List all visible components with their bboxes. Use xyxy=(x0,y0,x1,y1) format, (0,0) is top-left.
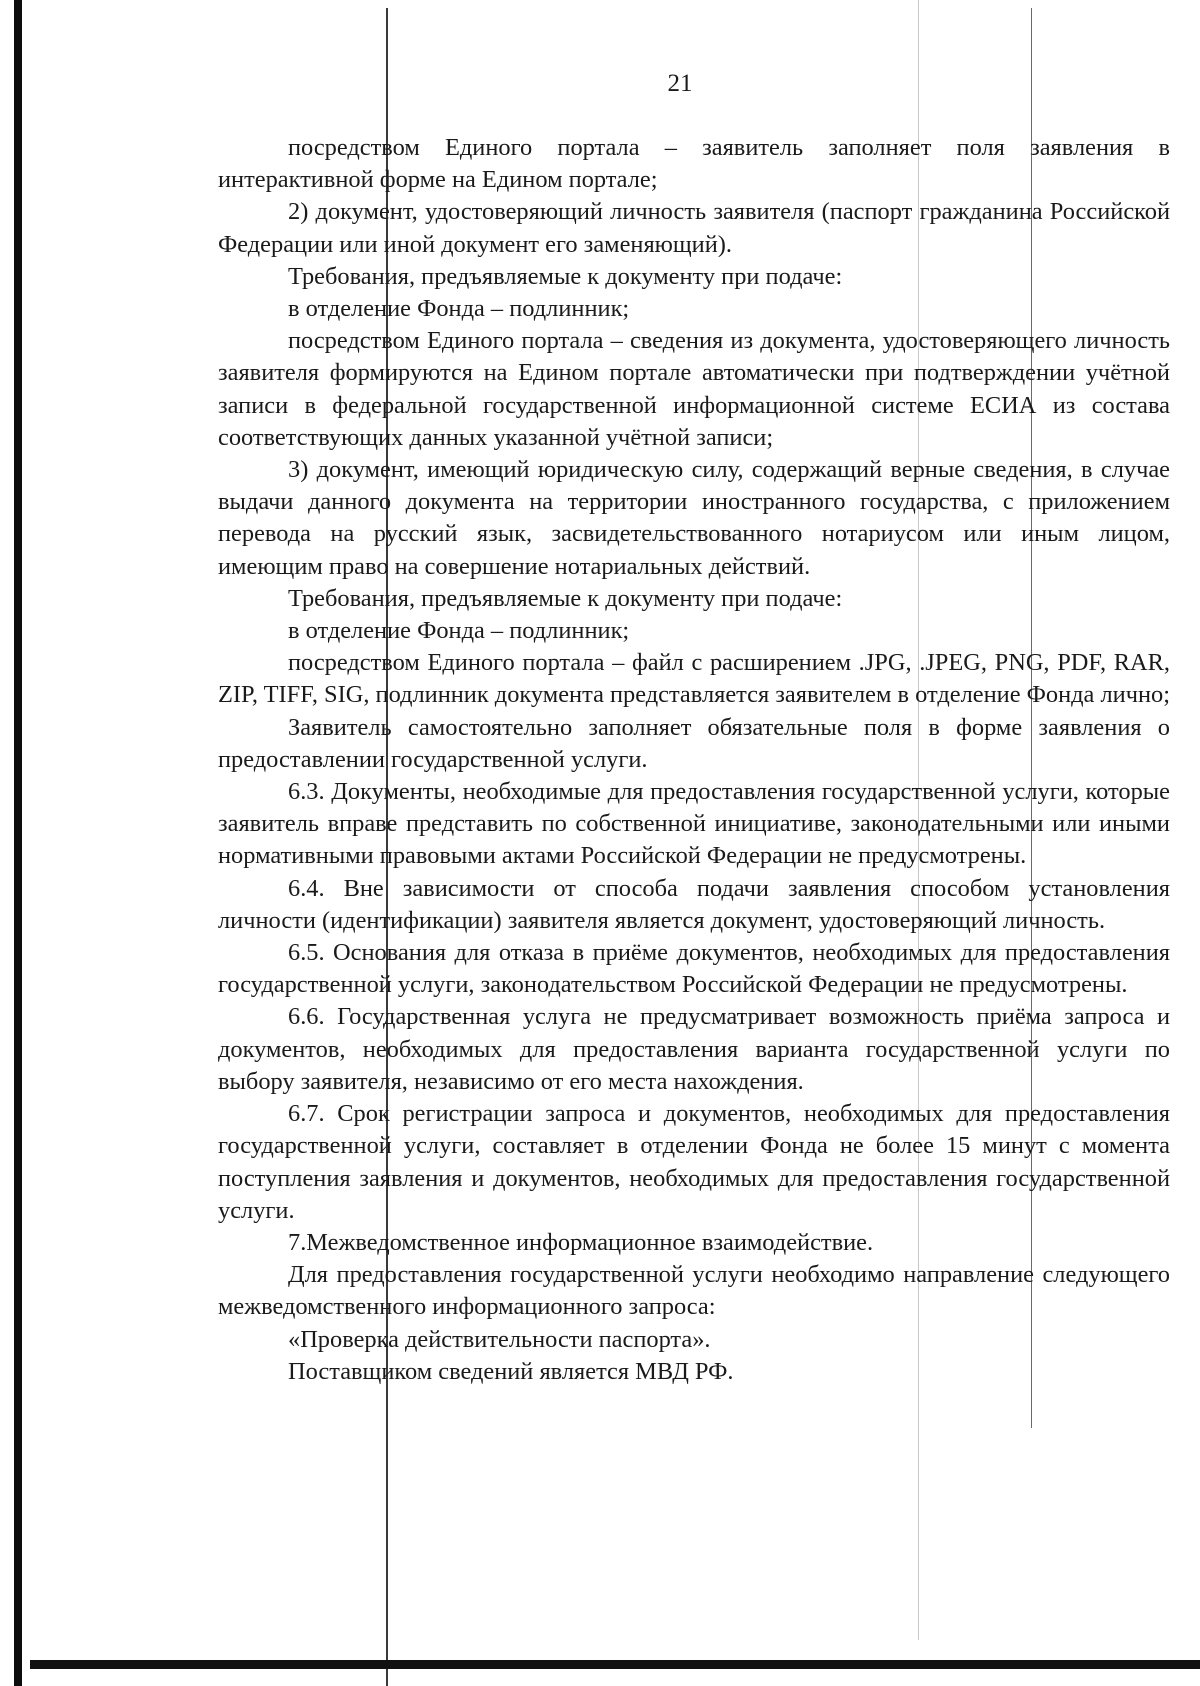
paragraph: Требования, предъявляемые к документу при подаче: xyxy=(288,262,843,290)
paragraph: 3) документ, имеющий юридическую силу, содержащий верные сведения, в случае выдачи данного документа на территории иностранного государства, с приложением перевода на русский язык, засвидетельствованного нотариусом или иным лицом, имеющим право на совершение нотариальных действий. xyxy=(218,456,1170,580)
scan-left-edge xyxy=(14,0,22,1686)
paragraph: «Проверка действительности паспорта». xyxy=(288,1325,711,1353)
paragraph: посредством Единого портала – файл с расширением .JPG, .JPEG, PNG, PDF, RAR, ZIP, TIFF, SIG, подлинник документа представляется заявителем в отделение Фонда лично; xyxy=(218,649,1170,709)
paragraph: в отделение Фонда – подлинник; xyxy=(288,295,630,323)
paragraph: посредством Единого портала – заявитель заполняет поля заявления в интерактивной форме на Едином портале; xyxy=(218,134,1170,194)
paragraph: в отделение Фонда – подлинник; xyxy=(288,617,630,645)
paragraph: 6.7. Срок регистрации запроса и документов, необходимых для предоставления государственной услуги, составляет в отделении Фонда не более 15 минут с момента поступления заявления и документов, необходимых для предоставления государственной услуги. xyxy=(218,1100,1170,1224)
paragraph: Заявитель самостоятельно заполняет обязательные поля в форме заявления о предоставлении государственной услуги. xyxy=(218,713,1170,773)
paragraph: Поставщиком сведений является МВД РФ. xyxy=(288,1357,734,1385)
paragraph: Для предоставления государственной услуги необходимо направление следующего межведомственного информационного запроса: xyxy=(218,1261,1170,1321)
paragraph: 6.3. Документы, необходимые для предоставления государственной услуги, которые заявитель вправе представить по собственной инициативе, законодательными или иными нормативными правовыми актами Российской Федерации не предусмотрены. xyxy=(218,778,1170,870)
paragraph: 7.Межведомственное информационное взаимодействие. xyxy=(288,1228,874,1256)
paragraph: 6.4. Вне зависимости от способа подачи заявления способом установления личности (идентификации) заявителя является документ, удостоверяющий личность. xyxy=(218,874,1170,934)
paragraph: Требования, предъявляемые к документу при подаче: xyxy=(288,584,843,612)
paragraph: 6.5. Основания для отказа в приёме документов, необходимых для предоставления государственной услуги, законодательством Российской Федерации не предусмотрены. xyxy=(218,939,1170,999)
page-number: 21 xyxy=(667,70,693,97)
paragraph: 2) документ, удостоверяющий личность заявителя (паспорт гражданина Российской Федерации или иной документ его заменяющий). xyxy=(218,198,1170,258)
document-body xyxy=(218,132,1170,1388)
paragraph: посредством Единого портала – сведения из документа, удостоверяющего личность заявителя формируются на Едином портале автоматически при подтверждении учётной записи в федеральной государственной информационной системе ЕСИА из состава соответствующих данных указанной учётной записи; xyxy=(218,327,1170,451)
scan-bottom-edge xyxy=(30,1660,1200,1669)
paragraph: 6.6. Государственная услуга не предусматривает возможность приёма запроса и документов, необходимых для предоставления варианта государственной услуги по выбору заявителя, независимо от его места нахождения. xyxy=(218,1003,1170,1095)
